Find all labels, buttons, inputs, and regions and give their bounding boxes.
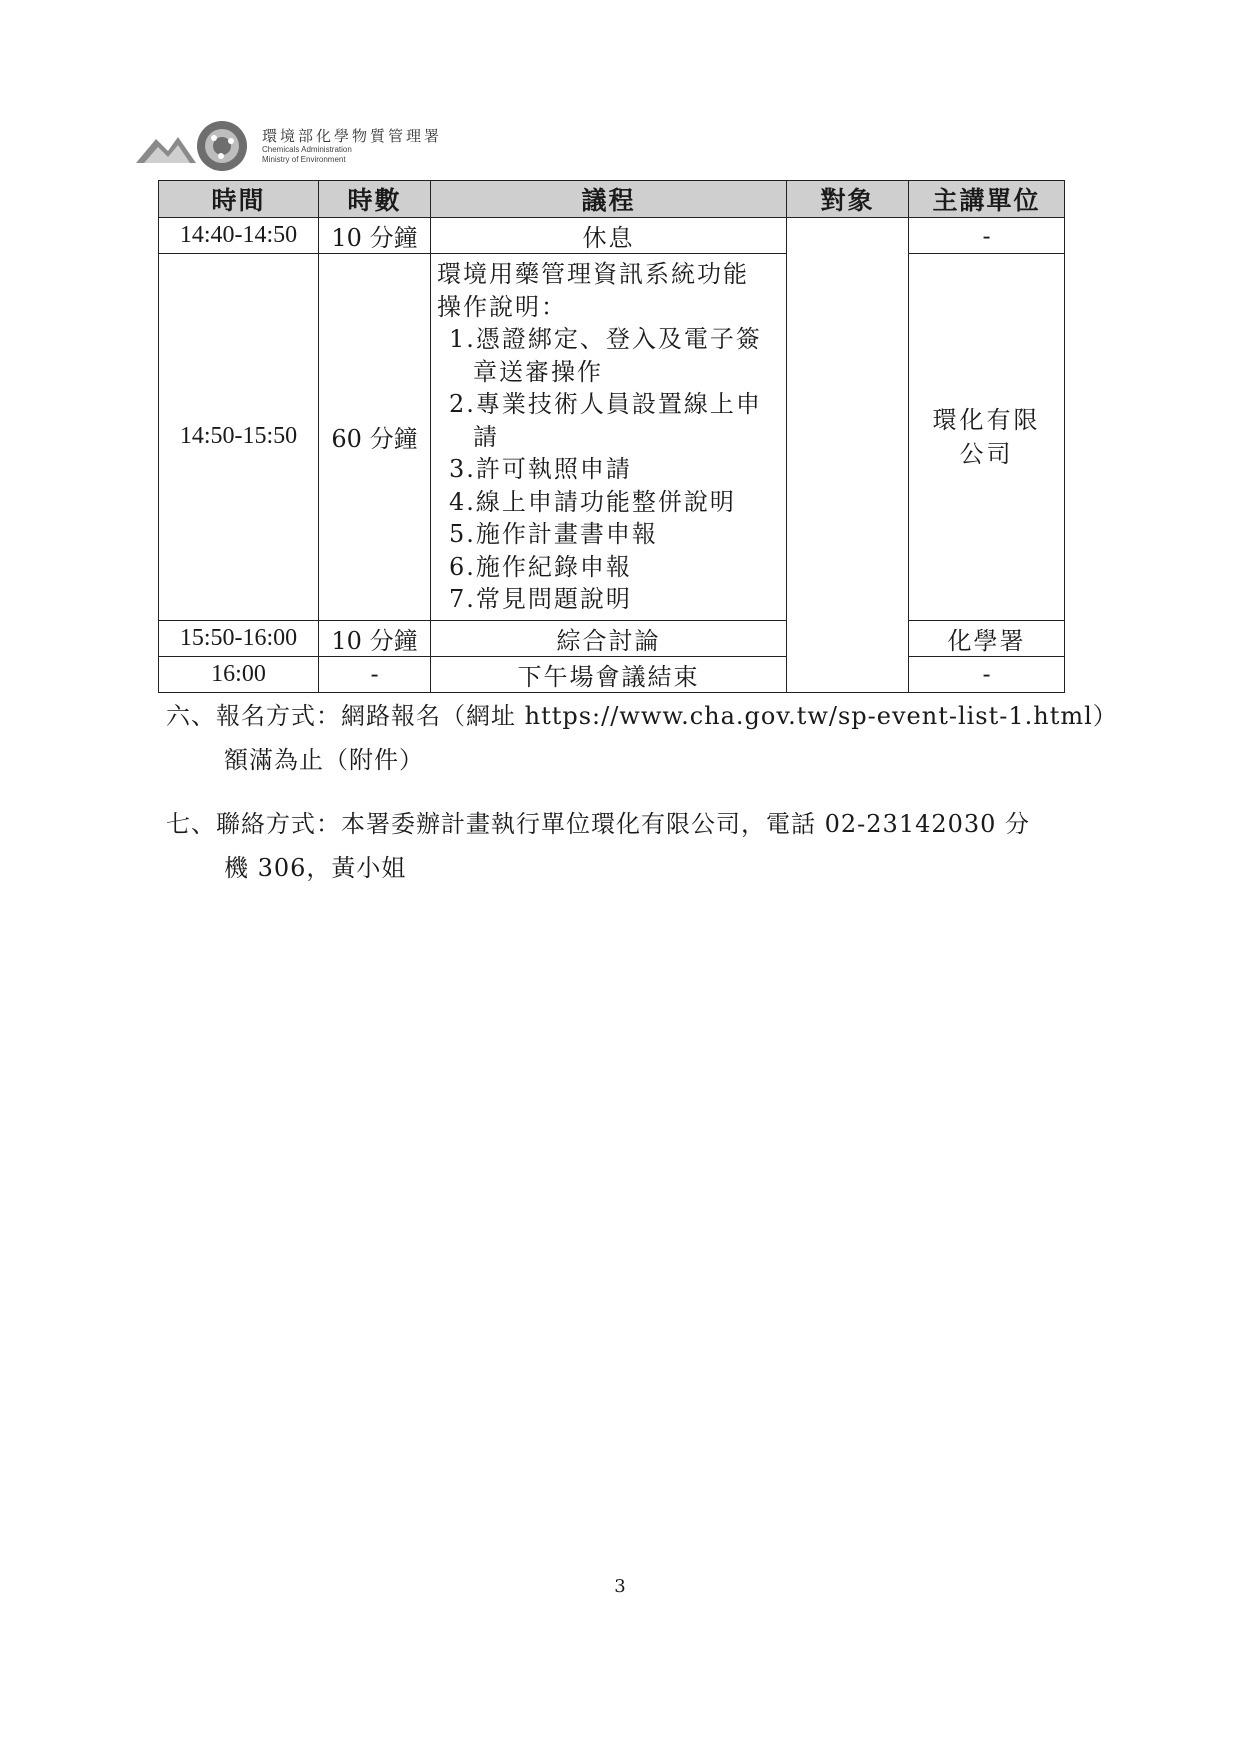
audience-cell bbox=[787, 218, 909, 693]
agenda-item: 7.常見問題說明 bbox=[449, 585, 632, 613]
page-number: 3 bbox=[614, 1576, 626, 1597]
agenda-item: 3.許可執照申請 bbox=[449, 455, 632, 483]
agenda-item: 6.施作紀錄申報 bbox=[449, 552, 632, 581]
table-row bbox=[159, 620, 1065, 656]
agency-name-en-2: Ministry of Environment bbox=[262, 154, 346, 164]
agenda-item: 4.線上申請功能整併說明 bbox=[449, 487, 736, 516]
speaker-cell: - bbox=[909, 218, 1065, 254]
agency-name-en-1: Chemicals Administration bbox=[262, 145, 352, 155]
agenda-cell: 下午場會議結束 bbox=[431, 656, 787, 692]
registration-line: 六、報名方式：網路報名（網址 https://www.cha.gov.tw/sp-event-list-1.html） bbox=[166, 702, 1118, 730]
agenda-cell: 休息 bbox=[431, 218, 787, 254]
agenda-item-cont: 請 bbox=[473, 422, 499, 451]
time-cell: 14:40-14:50 bbox=[159, 218, 319, 254]
speaker-line: 公司 bbox=[959, 439, 1014, 468]
agenda-title-line: 操作說明： bbox=[437, 292, 567, 321]
duration-cell: 60 分鐘 bbox=[319, 254, 431, 621]
table-header-row bbox=[159, 181, 1065, 218]
registration-line: 額滿為止（附件） bbox=[224, 746, 424, 774]
speaker-cell bbox=[909, 254, 1065, 621]
time-cell: 14:50-15:50 bbox=[159, 254, 319, 621]
agenda-title-line: 環境用藥管理資訊系統功能 bbox=[437, 260, 749, 288]
contact-line: 七、聯絡方式：本署委辦計畫執行單位環化有限公司，電話 02-23142030 分 bbox=[166, 810, 1031, 838]
agenda-cell: 綜合討論 bbox=[431, 620, 787, 656]
speaker-line: 環化有限 bbox=[932, 405, 1041, 434]
agenda-item-cont: 章送審操作 bbox=[473, 357, 603, 386]
agency-emblem-icon bbox=[134, 119, 252, 173]
speaker-cell: 化學署 bbox=[909, 620, 1065, 656]
table-row bbox=[159, 656, 1065, 692]
table-row bbox=[159, 218, 1065, 254]
agenda-table bbox=[158, 180, 1065, 693]
header-audience: 對象 bbox=[787, 181, 909, 218]
header-agenda: 議程 bbox=[431, 181, 787, 218]
contact-section bbox=[166, 802, 1030, 890]
header-time: 時間 bbox=[159, 181, 319, 218]
agency-name-zh: 環境部化學物質管理署 bbox=[262, 127, 443, 146]
contact-line: 機 306，黃小姐 bbox=[224, 854, 407, 882]
duration-cell: 10 分鐘 bbox=[319, 218, 431, 254]
duration-cell: - bbox=[319, 656, 431, 692]
time-cell: 15:50-16:00 bbox=[159, 620, 319, 656]
agency-logo bbox=[134, 118, 442, 174]
agenda-cell bbox=[431, 254, 787, 621]
agenda-item: 2.專業技術人員設置線上申 bbox=[449, 390, 762, 418]
speaker-cell: - bbox=[909, 656, 1065, 692]
agenda-item: 1.憑證綁定、登入及電子簽 bbox=[449, 325, 762, 353]
table-row bbox=[159, 254, 1065, 621]
time-cell: 16:00 bbox=[159, 656, 319, 692]
header-duration: 時數 bbox=[319, 181, 431, 218]
duration-cell: 10 分鐘 bbox=[319, 620, 431, 656]
registration-section bbox=[166, 694, 1118, 782]
header-speaker: 主講單位 bbox=[909, 181, 1065, 218]
agenda-item: 5.施作計畫書申報 bbox=[449, 520, 658, 548]
